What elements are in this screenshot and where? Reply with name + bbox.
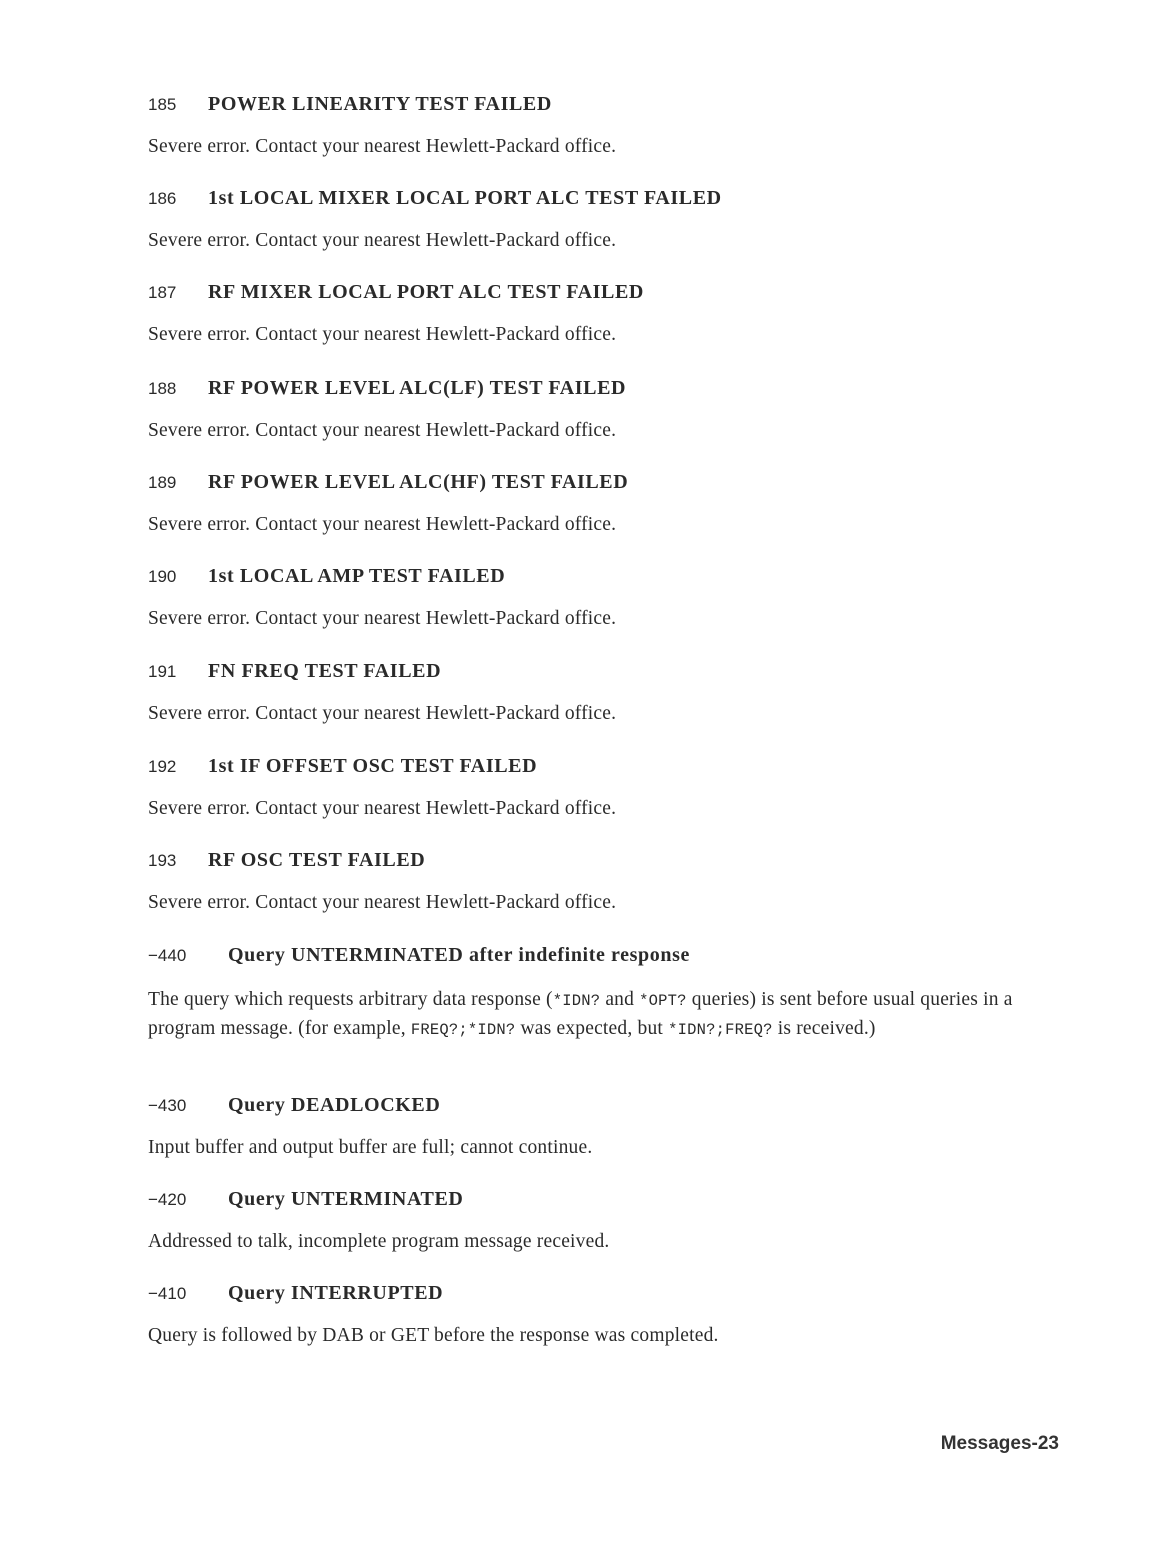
error-code: −430 bbox=[148, 1096, 187, 1115]
message-entry-minus-410 bbox=[148, 1279, 1028, 1349]
error-title: RF OSC TEST FAILED bbox=[208, 849, 426, 871]
command-code: *IDN? bbox=[552, 992, 601, 1010]
message-entry-minus-420 bbox=[148, 1185, 1028, 1255]
message-entry-189 bbox=[148, 468, 1028, 538]
error-title: Query UNTERMINATED after indefinite response bbox=[228, 944, 690, 966]
desc-text: was expected, but bbox=[515, 1018, 669, 1039]
error-description: Severe error. Contact your nearest Hewlett-Packard office. bbox=[148, 892, 617, 913]
message-heading bbox=[148, 657, 1028, 686]
error-description: Query is followed by DAB or GET before the response was completed. bbox=[148, 1325, 719, 1346]
error-description bbox=[148, 986, 1028, 1044]
error-description: Severe error. Contact your nearest Hewlett-Packard office. bbox=[148, 703, 617, 724]
error-title: Query DEADLOCKED bbox=[228, 1094, 441, 1116]
desc-text: and bbox=[600, 989, 640, 1010]
page-footer: Messages-23 bbox=[940, 1433, 1059, 1454]
message-heading bbox=[148, 846, 1028, 875]
command-code: *OPT? bbox=[639, 992, 687, 1010]
error-code: 188 bbox=[148, 379, 177, 398]
error-code: 186 bbox=[148, 189, 177, 208]
message-entry-193 bbox=[148, 846, 1028, 916]
error-description: Input buffer and output buffer are full; cannot continue. bbox=[148, 1137, 593, 1158]
message-entry-190 bbox=[148, 562, 1028, 632]
message-heading bbox=[148, 1279, 1028, 1308]
error-description: Severe error. Contact your nearest Hewlett-Packard office. bbox=[148, 136, 617, 157]
error-code: −410 bbox=[148, 1284, 187, 1303]
message-entry-minus-440 bbox=[148, 941, 1028, 1044]
error-code: 191 bbox=[148, 662, 177, 681]
message-heading bbox=[148, 562, 1028, 591]
desc-text: The query which requests arbitrary data response ( bbox=[148, 989, 553, 1010]
error-description: Addressed to talk, incomplete program message received. bbox=[148, 1231, 610, 1252]
message-entry-191 bbox=[148, 657, 1028, 727]
error-title: FN FREQ TEST FAILED bbox=[208, 660, 442, 682]
message-entry-185 bbox=[148, 90, 1028, 160]
error-code: 192 bbox=[148, 757, 177, 776]
message-heading bbox=[148, 278, 1028, 307]
error-title: RF MIXER LOCAL PORT ALC TEST FAILED bbox=[208, 281, 644, 303]
command-code: *IDN?;FREQ? bbox=[668, 1021, 773, 1039]
message-heading bbox=[148, 941, 1028, 970]
message-heading bbox=[148, 184, 1028, 213]
error-code: 193 bbox=[148, 851, 177, 870]
message-entry-minus-430 bbox=[148, 1091, 1028, 1161]
error-code: 187 bbox=[148, 283, 177, 302]
error-description: Severe error. Contact your nearest Hewlett-Packard office. bbox=[148, 230, 617, 251]
message-heading bbox=[148, 752, 1028, 781]
message-heading bbox=[148, 90, 1028, 119]
error-title: POWER LINEARITY TEST FAILED bbox=[208, 93, 552, 115]
error-description: Severe error. Contact your nearest Hewlett-Packard office. bbox=[148, 608, 617, 629]
error-description: Severe error. Contact your nearest Hewlett-Packard office. bbox=[148, 798, 617, 819]
message-heading bbox=[148, 1185, 1028, 1214]
message-entry-187 bbox=[148, 278, 1028, 348]
error-description: Severe error. Contact your nearest Hewlett-Packard office. bbox=[148, 514, 617, 535]
error-code: 190 bbox=[148, 567, 177, 586]
error-code: −440 bbox=[148, 946, 187, 965]
error-code: 185 bbox=[148, 95, 177, 114]
message-heading bbox=[148, 1091, 1028, 1120]
error-title: 1st LOCAL AMP TEST FAILED bbox=[208, 565, 506, 587]
error-description: Severe error. Contact your nearest Hewlett-Packard office. bbox=[148, 420, 617, 441]
message-heading bbox=[148, 468, 1028, 497]
error-code: 189 bbox=[148, 473, 177, 492]
error-title: Query UNTERMINATED bbox=[228, 1188, 464, 1210]
error-description: Severe error. Contact your nearest Hewlett-Packard office. bbox=[148, 324, 617, 345]
error-code: −420 bbox=[148, 1190, 187, 1209]
error-title: 1st IF OFFSET OSC TEST FAILED bbox=[208, 755, 538, 777]
message-entry-186 bbox=[148, 184, 1028, 254]
desc-text: queries) is sent before usual queries in a program message. (for example, bbox=[148, 989, 1013, 1039]
desc-text: is received.) bbox=[772, 1018, 876, 1039]
error-title: RF POWER LEVEL ALC(HF) TEST FAILED bbox=[208, 471, 629, 493]
error-title: 1st LOCAL MIXER LOCAL PORT ALC TEST FAILED bbox=[208, 187, 722, 209]
command-code: FREQ?;*IDN? bbox=[410, 1021, 516, 1039]
message-heading bbox=[148, 374, 1028, 403]
message-entry-192 bbox=[148, 752, 1028, 822]
error-title: Query INTERRUPTED bbox=[228, 1282, 444, 1304]
message-entry-188 bbox=[148, 374, 1028, 444]
error-title: RF POWER LEVEL ALC(LF) TEST FAILED bbox=[208, 377, 627, 399]
